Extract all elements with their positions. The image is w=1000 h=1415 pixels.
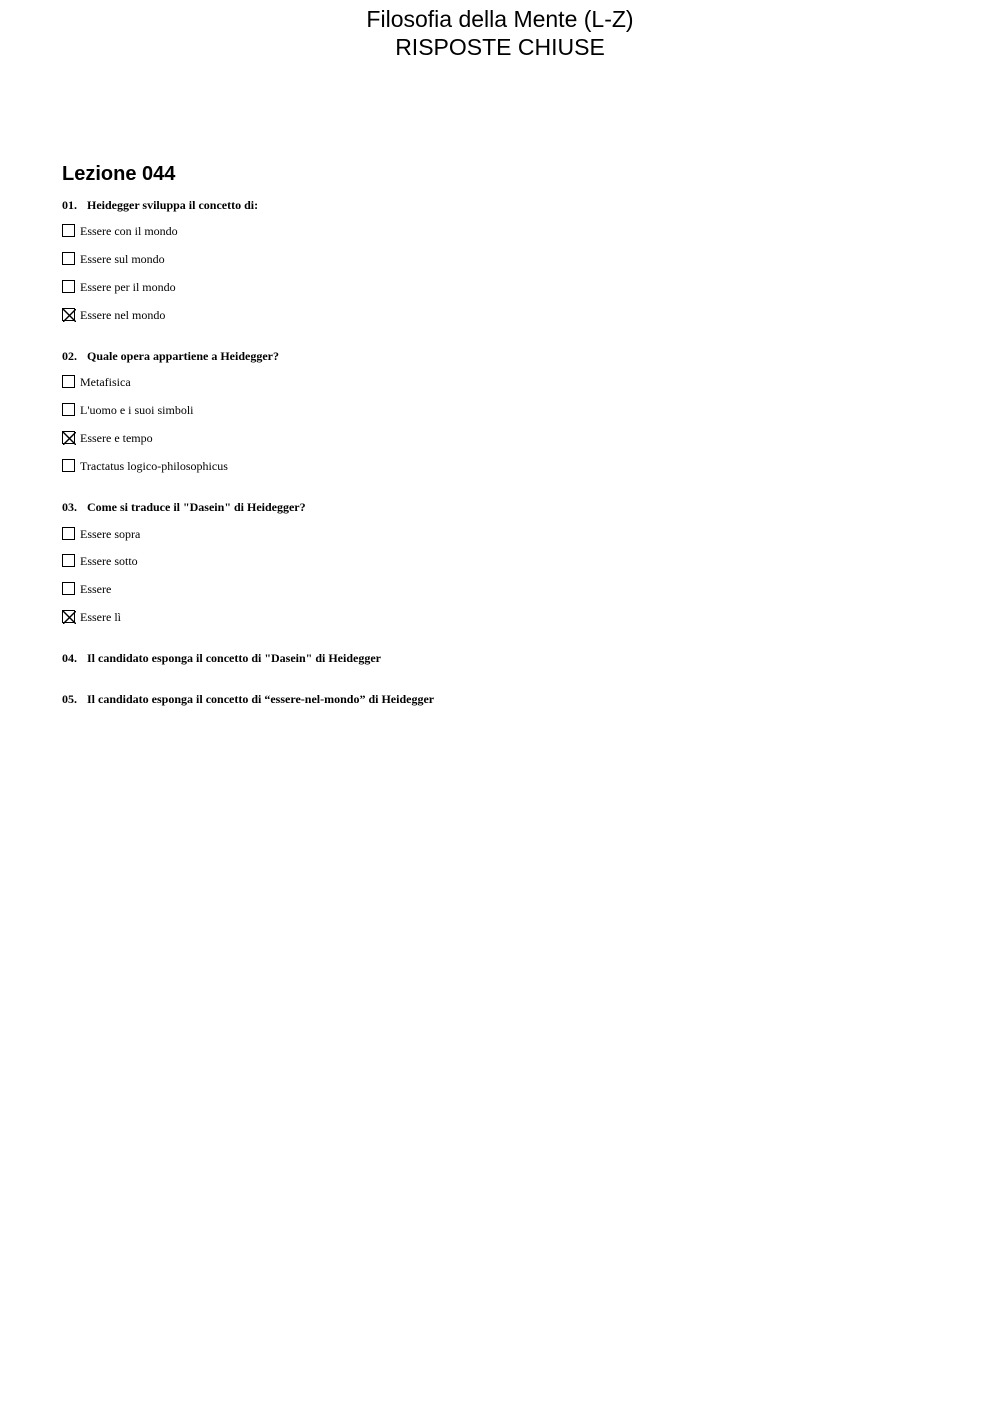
option-label: Tractatus logico-philosophicus xyxy=(80,459,228,473)
option-label: Metafisica xyxy=(80,375,131,389)
checkbox-empty[interactable] xyxy=(62,527,75,540)
checkbox-checked[interactable] xyxy=(62,610,75,623)
question-number: 02. xyxy=(62,349,77,363)
option-label: Essere xyxy=(80,582,112,596)
question-03 xyxy=(62,499,306,515)
question-number: 05. xyxy=(62,692,77,706)
option-label: Essere con il mondo xyxy=(80,224,178,238)
option-label: Essere sotto xyxy=(80,554,138,568)
question-number: 04. xyxy=(62,651,77,665)
checkbox-empty[interactable] xyxy=(62,224,75,237)
x-mark-icon xyxy=(63,309,76,322)
checkbox-checked[interactable] xyxy=(62,308,75,321)
checkbox-empty[interactable] xyxy=(62,252,75,265)
question-text: Heidegger sviluppa il concetto di: xyxy=(87,198,259,212)
lesson-title: Lezione 044 xyxy=(62,163,176,185)
checkbox-empty[interactable] xyxy=(62,375,75,388)
option-label: L'uomo e i suoi simboli xyxy=(80,403,194,417)
document-header xyxy=(0,5,1000,61)
question-number: 03. xyxy=(62,500,77,514)
x-mark-icon xyxy=(63,611,76,624)
section-subtitle: RISPOSTE CHIUSE xyxy=(395,34,605,60)
checkbox-checked[interactable] xyxy=(62,431,75,444)
question-text: Quale opera appartiene a Heidegger? xyxy=(87,349,279,363)
checkbox-empty[interactable] xyxy=(62,459,75,472)
checkbox-empty[interactable] xyxy=(62,280,75,293)
option-label: Essere per il mondo xyxy=(80,280,176,294)
checkbox-empty[interactable] xyxy=(62,554,75,567)
question-text: Il candidato esponga il concetto di “essere-nel-mondo” di Heidegger xyxy=(87,692,435,706)
question-04 xyxy=(62,650,381,666)
option-label: Essere sul mondo xyxy=(80,252,165,266)
question-02 xyxy=(62,348,279,364)
question-text: Il candidato esponga il concetto di "Dasein" di Heidegger xyxy=(87,651,381,665)
option-label: Essere sopra xyxy=(80,527,141,541)
checkbox-empty[interactable] xyxy=(62,403,75,416)
course-title: Filosofia della Mente (L-Z) xyxy=(366,6,634,32)
question-01 xyxy=(62,197,258,213)
question-number: 01. xyxy=(62,198,77,212)
x-mark-icon xyxy=(63,432,76,445)
option-label: Essere nel mondo xyxy=(80,308,166,322)
question-text: Come si traduce il "Dasein" di Heidegger? xyxy=(87,500,306,514)
option-label: Essere lì xyxy=(80,610,121,624)
checkbox-empty[interactable] xyxy=(62,582,75,595)
option-label: Essere e tempo xyxy=(80,431,153,445)
question-05 xyxy=(62,691,434,707)
